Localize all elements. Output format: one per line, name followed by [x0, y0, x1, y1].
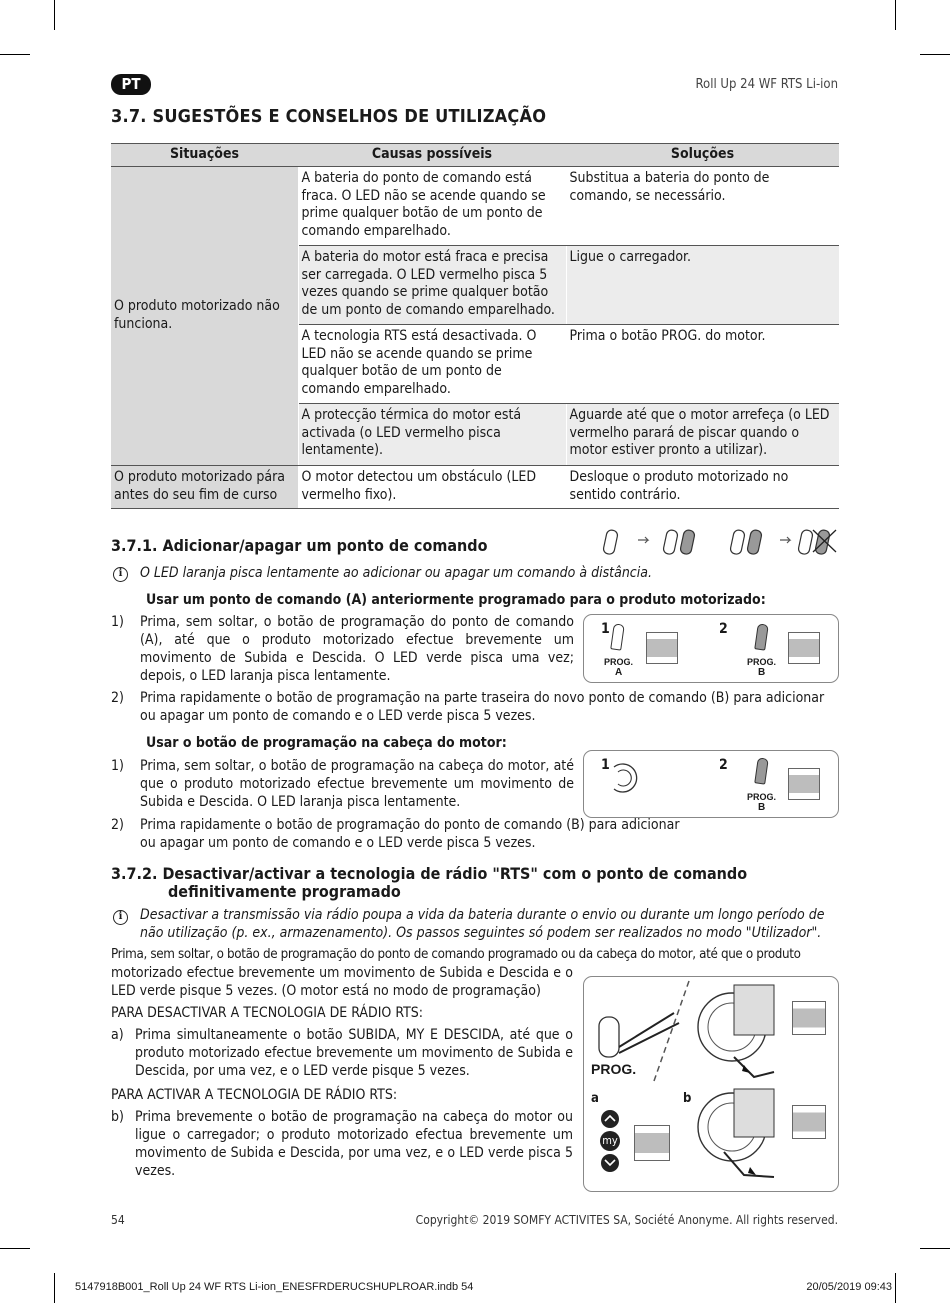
programming-figure-motor-head: [583, 750, 839, 818]
step-text: Prima, sem soltar, o botão de programação do ponto de comando (A), até que o produto motorizado efectue brevemente um movimento de Subida e Descida. O LED verde pisca uma vez; depois, o LED laranja pisca lentamente.: [140, 614, 574, 684]
up-down-motion-icon: [792, 1105, 826, 1139]
step-number: 1): [111, 614, 124, 630]
column-header: Causas possíveis: [298, 144, 566, 167]
intro-text-continued: motorizado efectue brevemente um movimento de Subida e Descida e o LED verde pisque 5 vezes. (O motor está no modo de programação): [111, 965, 573, 999]
solution-cell: Ligue o carregador.: [566, 246, 839, 325]
print-slug: 5147918B001_Roll Up 24 WF RTS Li-ion_ENESFRDERUCSHUPLROAR.indb 54: [75, 1281, 474, 1293]
remote-b-icon: [754, 623, 769, 650]
table-header-row: [111, 144, 839, 167]
up-down-motion-icon: [634, 1125, 670, 1161]
up-down-motion-icon: [792, 1001, 826, 1035]
up-down-motion-icon: [788, 768, 820, 800]
step-label: 1: [601, 621, 610, 637]
cause-cell: A bateria do motor está fraca e precisa ser carregada. O LED vermelho pisca 5 vezes quando se prime qualquer botão de um ponto de comando emparelhado.: [298, 246, 566, 325]
crop-mark: [0, 54, 30, 55]
solution-cell: Aguarde até que o motor arrefeça (o LED vermelho parará de piscar quando o motor estiver pronto a utilizar).: [566, 404, 839, 466]
crop-mark: [895, 0, 896, 30]
solution-cell: Desloque o produto motorizado no sentido contrário.: [566, 466, 839, 509]
subheading-a: Usar um ponto de comando (A) anteriormente programado para o produto motorizado:: [146, 592, 766, 608]
table-row: [111, 466, 839, 509]
step-label: a): [111, 1027, 124, 1043]
step-number: 2): [111, 817, 124, 833]
info-icon: i: [113, 906, 128, 925]
cause-cell: A protecção térmica do motor está activada (o LED vermelho pisca lentamente).: [298, 404, 566, 466]
language-badge: PT: [111, 74, 151, 95]
info-note: O LED laranja pisca lentamente ao adicionar ou apagar um comando à distância.: [140, 565, 652, 581]
crop-mark: [0, 1248, 30, 1249]
add-remove-remote-diagram: [600, 526, 840, 556]
column-header: Situações: [111, 144, 298, 167]
remote-label: B: [758, 667, 766, 678]
troubleshooting-table: [111, 143, 839, 509]
print-date: 20/05/2019 09:43: [806, 1281, 892, 1293]
step-text: Prima rapidamente o botão de programação do ponto de comando (B) para adicionar ou apagar um ponto de comando e o LED verde pisca 5 vezes.: [140, 817, 680, 851]
info-note: Desactivar a transmissão via rádio poupa a vida da bateria durante o envio ou durante um longo período de não utilização (p. ex., armazenamento). Os passos seguintes só podem ser realizados no modo "Utilizador".: [140, 907, 825, 941]
step-label: b): [111, 1109, 124, 1125]
remote-label: A: [615, 667, 623, 678]
step-label: 2: [719, 757, 728, 773]
subsection-title-line2: definitivamente programado: [168, 882, 401, 901]
figure-label-a: a: [591, 1091, 599, 1106]
subsection-title: 3.7.2. Desactivar/activar a tecnologia de rádio "RTS" com o ponto de comando: [111, 864, 748, 883]
crop-mark: [895, 1273, 896, 1303]
table-row: [111, 167, 839, 246]
step-label: 2: [719, 621, 728, 637]
situation-cell: O produto motorizado não funciona.: [111, 167, 298, 466]
cause-cell: A tecnologia RTS está desactivada. O LED não se acende quando se prime qualquer botão de um ponto de comando emparelhado.: [298, 325, 566, 404]
cause-cell: A bateria do ponto de comando está fraca. O LED não se acende quando se prime qualquer botão de um ponto de comando emparelhado.: [298, 167, 566, 246]
step-text: Prima brevemente o botão de programação na cabeça do motor ou ligue o carregador; o produto motorizado efectua brevemente um movimento de Subida e Descida, por uma vez, e o LED verde pisca 5 vezes.: [135, 1109, 573, 1179]
step-label: 1: [601, 757, 610, 773]
intro-text: Prima, sem soltar, o botão de programação do ponto de comando programado ou da cabeça do motor, até que o produto: [111, 947, 801, 962]
subsection-title: 3.7.1. Adicionar/apagar um ponto de comando: [111, 536, 488, 555]
crop-mark: [920, 54, 950, 55]
deactivate-heading: PARA DESACTIVAR A TECNOLOGIA DE RÁDIO RTS:: [111, 1005, 424, 1021]
up-down-motion-icon: [788, 632, 820, 664]
crop-mark: [54, 0, 55, 30]
prog-label: PROG.: [747, 657, 777, 667]
info-icon: i: [113, 563, 128, 582]
figure-label-b: b: [683, 1091, 692, 1106]
step-text: Prima simultaneamente o botão SUBIDA, MY E DESCIDA, até que o produto motorizado efectue brevemente um movimento de Subida e Descida, por uma vez, e o LED verde pisque 5 vezes.: [135, 1027, 573, 1079]
remote-b-icon: [754, 757, 769, 784]
prog-label: PROG.: [747, 792, 777, 802]
crop-mark: [54, 1273, 55, 1303]
situation-cell: O produto motorizado pára antes do seu fim de curso: [111, 466, 298, 509]
crop-mark: [920, 1248, 950, 1249]
section-title: 3.7. SUGESTÕES E CONSELHOS DE UTILIZAÇÃO: [111, 106, 547, 127]
up-down-motion-icon: [646, 632, 678, 664]
copyright: Copyright© 2019 SOMFY ACTIVITES SA, Société Anonyme. All rights reserved.: [415, 1213, 838, 1227]
solution-cell: Prima o botão PROG. do motor.: [566, 325, 839, 404]
column-header: Soluções: [566, 144, 839, 167]
remote-label: B: [758, 802, 766, 813]
prog-label: PROG.: [604, 657, 634, 667]
subheading-b: Usar o botão de programação na cabeça do motor:: [146, 735, 507, 751]
remote-a-icon: [610, 623, 625, 650]
step-text: Prima rapidamente o botão de programação na parte traseira do novo ponto de comando (B) para adicionar ou apagar um ponto de comando e o LED verde pisca 5 vezes.: [140, 690, 825, 724]
solution-cell: Substitua a bateria do ponto de comando, se necessário.: [566, 167, 839, 246]
motor-head-button-icon: [606, 761, 644, 795]
page-number: 54: [111, 1213, 125, 1227]
step-number: 1): [111, 758, 124, 774]
rts-radio-figure: [583, 976, 839, 1192]
product-name: Roll Up 24 WF RTS Li-ion: [695, 77, 838, 92]
step-text: Prima, sem soltar, o botão de programação na cabeça do motor, até que o produto motorizado efectue brevemente um movimento de Subida e Descida. O LED laranja pisca lentamente.: [140, 758, 574, 810]
programming-figure-remote: [583, 614, 839, 683]
cause-cell: O motor detectou um obstáculo (LED vermelho fixo).: [298, 466, 566, 509]
prog-label: PROG.: [591, 1061, 637, 1077]
my-button-label: my: [602, 1134, 618, 1147]
step-number: 2): [111, 690, 124, 706]
activate-heading: PARA ACTIVAR A TECNOLOGIA DE RÁDIO RTS:: [111, 1087, 398, 1103]
remote-sequence-icon: [600, 526, 840, 556]
